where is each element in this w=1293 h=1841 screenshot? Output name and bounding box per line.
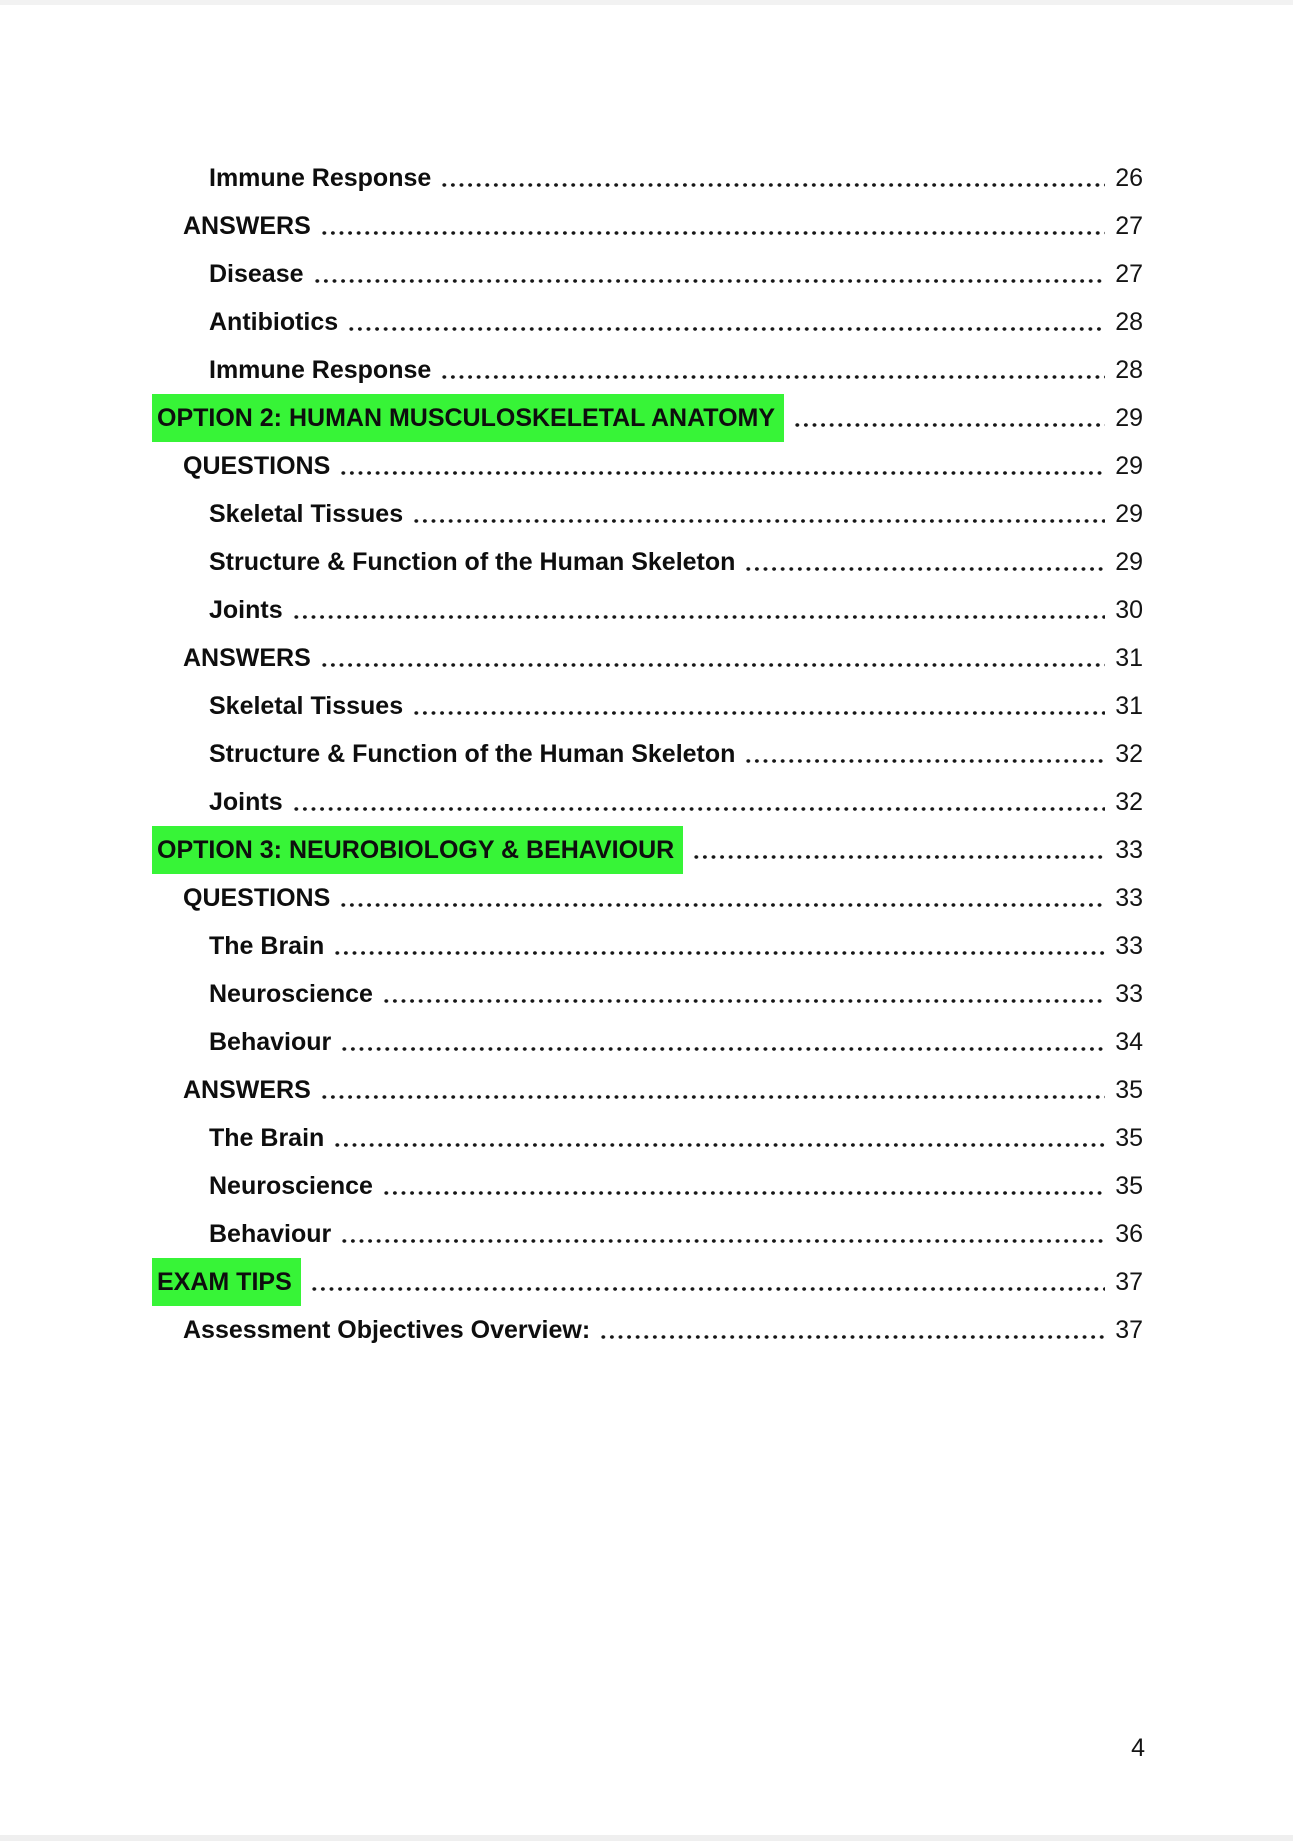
leader-dots: [438, 346, 1105, 394]
toc-entry-label: Immune Response: [209, 164, 432, 192]
toc-row[interactable]: [0, 298, 1293, 346]
toc-entry-label: Behaviour: [209, 1220, 332, 1248]
leader-dots: [338, 1210, 1105, 1258]
toc-entry-label: Disease: [209, 260, 304, 288]
toc-entry-label: Skeletal Tissues: [209, 692, 404, 720]
toc-row[interactable]: [0, 442, 1293, 490]
toc-entry-page: 29: [1115, 452, 1143, 480]
toc-row[interactable]: [0, 394, 1293, 442]
leader-dots: [791, 394, 1105, 442]
leader-dots: [345, 298, 1105, 346]
toc-entry-page: 27: [1115, 212, 1143, 240]
toc-entry-page: 27: [1115, 260, 1143, 288]
toc-entry-page: 28: [1115, 356, 1143, 384]
leader-dots: [337, 874, 1105, 922]
leader-dots: [380, 970, 1105, 1018]
toc-row[interactable]: [0, 1162, 1293, 1210]
toc-entry-page: 31: [1115, 644, 1143, 672]
toc-row[interactable]: [0, 1114, 1293, 1162]
toc-row[interactable]: [0, 250, 1293, 298]
toc-row[interactable]: [0, 778, 1293, 826]
toc-list: [0, 154, 1293, 1354]
toc-entry-label: Joints: [209, 596, 283, 624]
leader-dots: [690, 826, 1105, 874]
toc-row[interactable]: [0, 1018, 1293, 1066]
toc-entry-label: OPTION 2: HUMAN MUSCULOSKELETAL ANATOMY: [152, 394, 784, 442]
page-number: 4: [1131, 1734, 1145, 1762]
toc-row[interactable]: [0, 874, 1293, 922]
toc-row[interactable]: [0, 634, 1293, 682]
toc-entry-page: 26: [1115, 164, 1143, 192]
leader-dots: [380, 1162, 1105, 1210]
leader-dots: [338, 1018, 1105, 1066]
toc-entry-page: 28: [1115, 308, 1143, 336]
toc-entry-page: 33: [1115, 884, 1143, 912]
toc-row[interactable]: [0, 538, 1293, 586]
toc-entry-label: OPTION 3: NEUROBIOLOGY & BEHAVIOUR: [152, 826, 683, 874]
toc-entry-label: ANSWERS: [183, 212, 311, 240]
leader-dots: [290, 586, 1106, 634]
toc-row[interactable]: [0, 1306, 1293, 1354]
leader-dots: [308, 1258, 1105, 1306]
toc-entry-page: 30: [1115, 596, 1143, 624]
toc-entry-label: EXAM TIPS: [152, 1258, 301, 1306]
leader-dots: [410, 490, 1105, 538]
toc-entry-label: Skeletal Tissues: [209, 500, 404, 528]
toc-entry-page: 37: [1115, 1268, 1143, 1296]
toc-entry-label: ANSWERS: [183, 1076, 311, 1104]
toc-entry-label: The Brain: [209, 1124, 325, 1152]
leader-dots: [742, 538, 1105, 586]
leader-dots: [438, 154, 1105, 202]
toc-row[interactable]: [0, 490, 1293, 538]
leader-dots: [742, 730, 1105, 778]
toc-entry-page: 31: [1115, 692, 1143, 720]
toc-row[interactable]: [0, 202, 1293, 250]
toc-entry-label: ANSWERS: [183, 644, 311, 672]
toc-entry-label: Antibiotics: [209, 308, 339, 336]
toc-row[interactable]: [0, 826, 1293, 874]
leader-dots: [290, 778, 1106, 826]
toc-entry-page: 35: [1115, 1124, 1143, 1152]
toc-entry-page: 35: [1115, 1172, 1143, 1200]
toc-entry-label: Structure & Function of the Human Skeleton: [209, 548, 736, 576]
page-top-edge: [0, 0, 1293, 5]
toc-entry-page: 32: [1115, 788, 1143, 816]
toc-entry-page: 29: [1115, 404, 1143, 432]
toc-row[interactable]: [0, 586, 1293, 634]
leader-dots: [597, 1306, 1105, 1354]
toc-entry-page: 34: [1115, 1028, 1143, 1056]
toc-row[interactable]: [0, 1258, 1293, 1306]
toc-entry-label: Assessment Objectives Overview:: [183, 1316, 591, 1344]
toc-row[interactable]: [0, 922, 1293, 970]
leader-dots: [318, 202, 1105, 250]
toc-entry-page: 33: [1115, 836, 1143, 864]
toc-entry-page: 36: [1115, 1220, 1143, 1248]
toc-entry-label: The Brain: [209, 932, 325, 960]
toc-entry-label: Structure & Function of the Human Skeleton: [209, 740, 736, 768]
toc-row[interactable]: [0, 970, 1293, 1018]
toc-entry-page: 35: [1115, 1076, 1143, 1104]
toc-entry-page: 29: [1115, 500, 1143, 528]
leader-dots: [331, 1114, 1105, 1162]
toc-row[interactable]: [0, 154, 1293, 202]
toc-entry-label: QUESTIONS: [183, 884, 331, 912]
toc-entry-page: 37: [1115, 1316, 1143, 1344]
toc-row[interactable]: [0, 346, 1293, 394]
toc-entry-label: Joints: [209, 788, 283, 816]
toc-entry-label: Immune Response: [209, 356, 432, 384]
toc-row[interactable]: [0, 682, 1293, 730]
toc-entry-page: 33: [1115, 980, 1143, 1008]
toc-entry-label: QUESTIONS: [183, 452, 331, 480]
leader-dots: [318, 1066, 1105, 1114]
toc-entry-page: 33: [1115, 932, 1143, 960]
leader-dots: [311, 250, 1106, 298]
toc-row[interactable]: [0, 730, 1293, 778]
leader-dots: [337, 442, 1105, 490]
toc-row[interactable]: [0, 1066, 1293, 1114]
leader-dots: [318, 634, 1105, 682]
toc-row[interactable]: [0, 1210, 1293, 1258]
toc-entry-page: 32: [1115, 740, 1143, 768]
toc-entry-label: Neuroscience: [209, 980, 373, 1008]
toc-entry-label: Behaviour: [209, 1028, 332, 1056]
toc-entry-page: 29: [1115, 548, 1143, 576]
toc-entry-label: Neuroscience: [209, 1172, 373, 1200]
leader-dots: [331, 922, 1105, 970]
leader-dots: [410, 682, 1105, 730]
page-bottom-edge: [0, 1835, 1293, 1841]
